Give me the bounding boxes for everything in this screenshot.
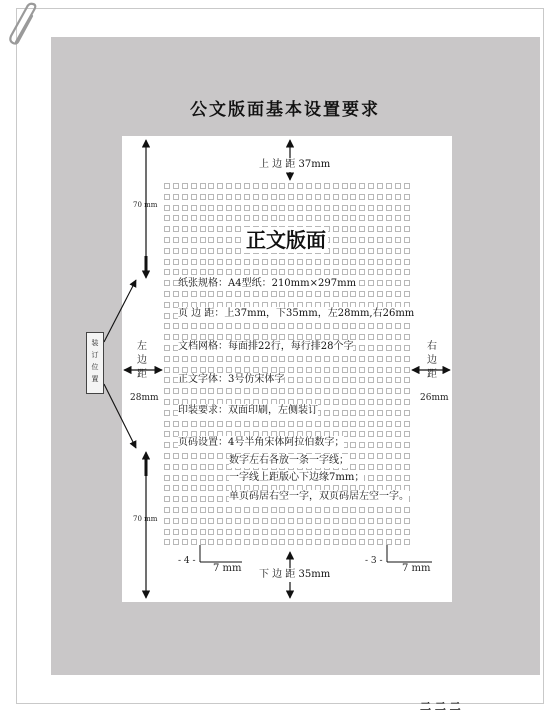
bottom-margin-label: 下 边 距 35mm <box>259 569 331 580</box>
top-margin-label: 上 边 距 37mm <box>259 159 331 170</box>
spec-line: 文档网格：每面排22行，每行排28个字 <box>178 341 354 352</box>
spec-line: 纸张规格：A4型纸：210mm×297mm <box>178 278 357 289</box>
right-margin-value: 26mm <box>420 393 449 403</box>
top-70mm-label: 70 mm <box>133 201 158 209</box>
spec-line: 正文字体：3号仿宋体字 <box>178 374 285 385</box>
spec-line: 页码设置：4号半角宋体阿拉伯数字； <box>178 437 345 448</box>
cropped-footer-text: 二 二 二 <box>420 700 461 713</box>
bottom-70mm-label: 70 mm <box>133 515 158 523</box>
right-margin-label: 右 边 距 <box>427 341 437 380</box>
spec-line: 印装要求：双面印刷，左侧装订 <box>178 405 318 416</box>
spec-line: 单页码居右空一字，双页码居左空一字。 <box>229 491 409 502</box>
document-title: 公文版面基本设置要求 <box>190 100 380 120</box>
left-margin-value: 28mm <box>130 393 159 403</box>
main-heading: 正文版面 <box>246 228 326 252</box>
page-number-left: - 4 - <box>178 556 196 566</box>
binding-position-box: 装 订 位 置 <box>86 332 104 394</box>
offset-right-label: 7 mm <box>402 563 431 574</box>
spec-line: 一字线上距版心下边缘7mm； <box>229 472 365 483</box>
left-margin-label: 左 边 距 <box>137 341 147 380</box>
offset-left-label: 7 mm <box>213 563 242 574</box>
spec-line: 页 边 距：上37mm，下35mm，左28mm,右26mm <box>178 308 415 319</box>
spec-line: 数字左右各放一条一字线； <box>229 455 349 466</box>
page-number-right: - 3 - <box>365 556 383 566</box>
